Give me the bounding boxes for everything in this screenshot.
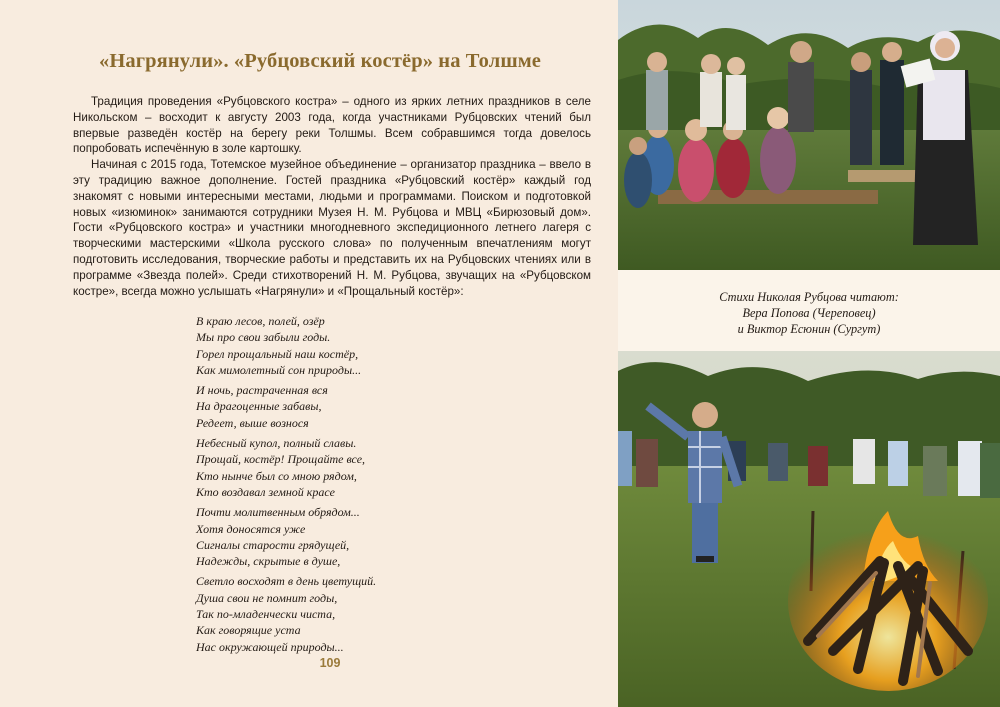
- caption-line: Вера Попова (Череповец): [742, 306, 876, 320]
- poetry-reading-image: [618, 0, 1000, 270]
- article-heading: «Нагрянули». «Рубцовский костёр» на Толшме: [99, 50, 541, 72]
- poem-line: Почти молитвенным обрядом...: [196, 505, 360, 520]
- poem-stanza-4: [196, 504, 456, 569]
- poem-line: Горел прощальный наш костёр,: [196, 346, 359, 361]
- photo-poetry-reading: [618, 0, 1000, 270]
- poem-stanza-1: [196, 313, 456, 378]
- poem-stanza-2: [196, 382, 456, 431]
- poem: [196, 313, 456, 659]
- poem-line: Прощай, костёр! Прощайте все,: [196, 452, 366, 467]
- article-body: [73, 94, 591, 299]
- poem-line: Нас окружающей природы...: [196, 639, 344, 654]
- photo-bonfire: [618, 351, 1000, 707]
- poem-line: Как говорящие уста: [196, 623, 301, 638]
- poem-stanza-3: [196, 435, 456, 500]
- poem-line: Надежды, скрытые в душе,: [196, 554, 341, 569]
- page-number: 109: [319, 656, 341, 670]
- poem-line: Хотя доносятся уже: [196, 521, 306, 536]
- caption-line: Стихи Николая Рубцова читают:: [719, 290, 899, 304]
- photo-caption: [618, 289, 1000, 337]
- poem-line: И ночь, растраченная вся: [196, 383, 328, 398]
- paragraph-2: Начиная с 2015 года, Тотемское музейное объединение – организатор праздника – ввело в эту традицию важное дополнение. Гостей праздника «Рубцовский костёр» каждый год знакомят с новыми интересными местами, людьми и программами. Поиском и подготовкой новых «изюминок» занимаются сотрудники Музея Н. М. Рубцова и МВЦ «Бирюзовый дом». Гости «Рубцовского костра» и участники многодневного экспедиционного летнего лагеря с творческими мастерскими «Школа русского слова» по полученным впечатлениям могут подготовить исследования, творческие работы и представить их на Рубцовских чтениях или в программе «Звезда полей». Среди стихотворений Н. М. Рубцова, звучащих на «Рубцовском костре», всегда можно услышать «Нагрянули» и «Прощальный костёр»:: [73, 158, 591, 298]
- caption-line: и Виктор Есюнин (Сургут): [737, 322, 881, 336]
- poem-stanza-5: [196, 573, 456, 654]
- poem-line: Душа свои не помнит годы,: [196, 590, 338, 605]
- poem-line: Небесный купол, полный славы.: [196, 436, 357, 451]
- bonfire-image: [618, 351, 1000, 707]
- poem-line: Кто воздавал земной красе: [196, 484, 335, 499]
- paragraph-1: Традиция проведения «Рубцовского костра» – одного из ярких летних праздников в селе Никольском – восходит к августу 2003 года, когда участниками Рубцовских чтений был впервые разведён костёр на берегу реки Толшмы. Всем собравшимся тогда довелось попробовать испечённую в золе картошку.: [73, 95, 591, 156]
- poem-line: На драгоценные забавы,: [196, 399, 322, 414]
- poem-line: В краю лесов, полей, озёр: [196, 314, 325, 328]
- poem-line: Как мимолетный сон природы...: [196, 362, 362, 377]
- poem-line: Редеет, выше вознося: [196, 415, 309, 430]
- poem-line: Так по-младенчески чиста,: [196, 607, 336, 622]
- poem-line: Светло восходят в день цветущий.: [196, 574, 377, 589]
- poem-line: Сигналы старости грядущей,: [196, 537, 350, 552]
- poem-line: Мы про свои забыли годы.: [196, 330, 331, 345]
- poem-line: Кто нынче был со мною рядом,: [196, 468, 357, 483]
